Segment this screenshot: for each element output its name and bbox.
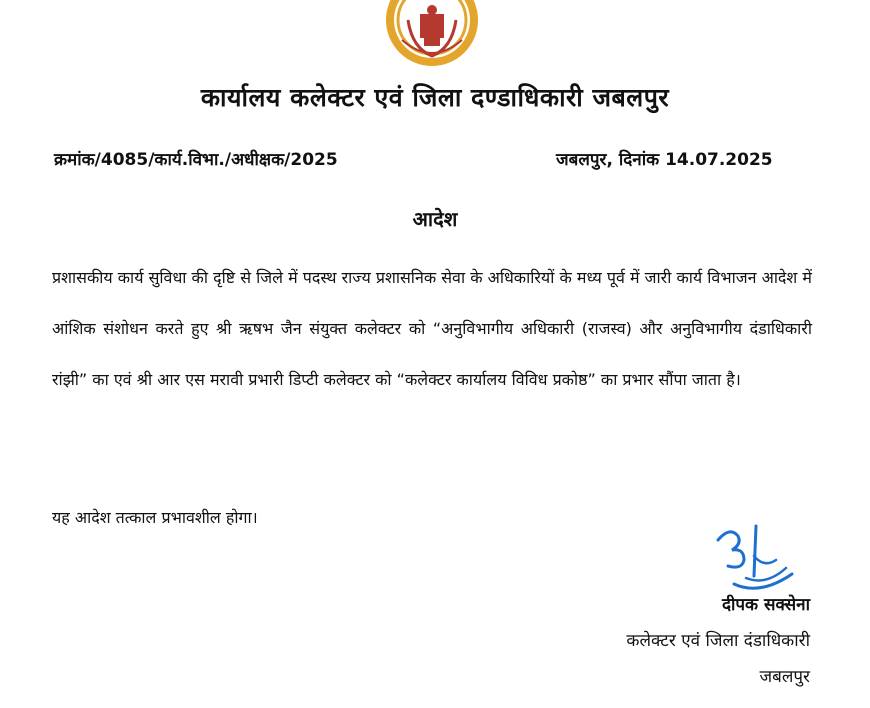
signatory-name: दीपक सक्सेना [721, 595, 810, 615]
state-emblem-icon [384, 0, 480, 70]
reference-number: क्रमांक/4085/कार्य.विभा./अधीक्षक/2025 [54, 150, 338, 170]
place-and-date: जबलपुर, दिनांक 14.07.2025 [556, 150, 773, 170]
order-heading: आदेश [412, 207, 458, 231]
signatory-designation: कलेक्टर एवं जिला दंडाधिकारी [626, 631, 810, 651]
effect-line: यह आदेश तत्काल प्रभावशील होगा। [52, 508, 258, 527]
order-body: प्रशासकीय कार्य सुविधा की दृष्टि से जिले में पदस्थ राज्य प्रशासनिक सेवा के अधिकारियों के मध्य पूर्व में जारी कार्य विभाजन आदेश में आंशिक संशोधन करते हुए श्री ऋषभ जैन संयुक्त कलेक्टर को “अनुविभागीय अधिकारी (राजस्व) और अनुविभागीय दंडाधिकारी रांझी” का एवं श्री आर एस मरावी प्रभारी डिप्टी कलेक्टर को “कलेक्टर कार्यालय विविध प्रकोष्ठ” का प्रभार सौंपा जाता है। [52, 268, 812, 389]
office-title: कार्यालय कलेक्टर एवं जिला दण्डाधिकारी जबलपुर [200, 83, 670, 112]
handwritten-signature [700, 516, 810, 604]
signatory-place: जबलपुर [759, 667, 810, 687]
